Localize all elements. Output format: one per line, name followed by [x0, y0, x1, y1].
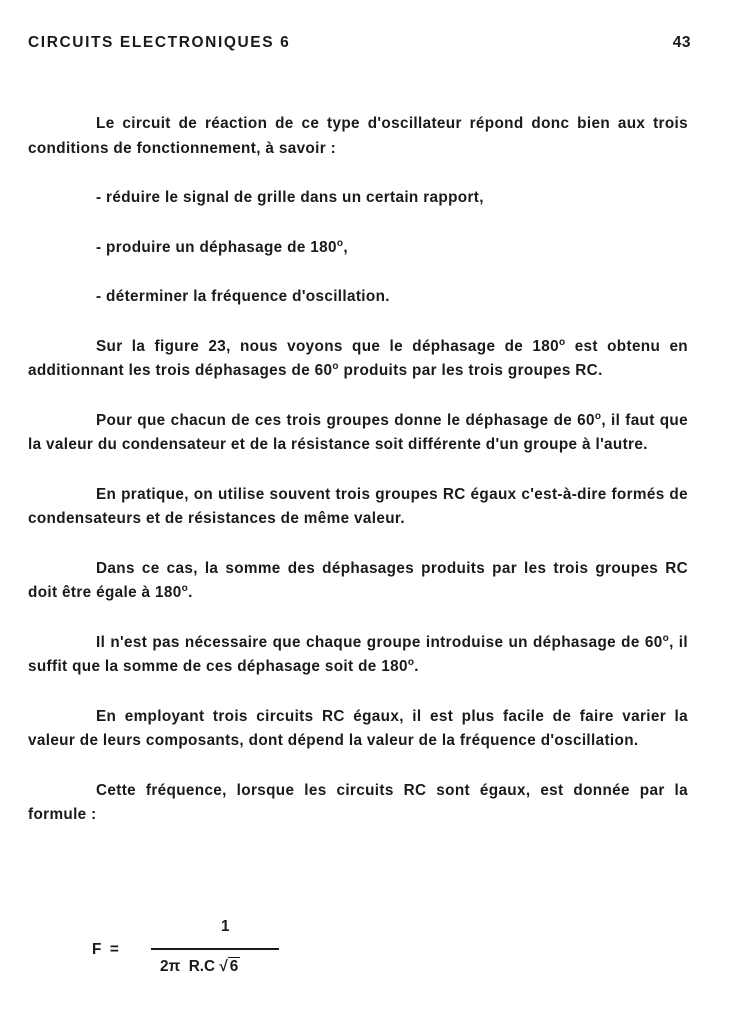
list-item-phase-shift: - produire un déphasage de 180$^o$,: [96, 237, 348, 256]
degree-sign: o: [332, 361, 339, 372]
formula-lhs: F =: [92, 941, 119, 958]
radicand: 6: [229, 958, 239, 975]
paragraph-sum-of-shifts: Dans ce cas, la somme des déphasages produits par les trois groupes RC doit être égale à 180$^o$.: [28, 559, 688, 601]
paragraph-equal-circuits: En employant trois circuits RC égaux, il est plus facile de faire varier la valeur de leurs composants, dont dépend la valeur de la fréquence d'oscillation.: [28, 707, 688, 749]
fraction-bar: [151, 948, 279, 950]
formula-numerator: 1: [221, 918, 230, 935]
degree-sign: o: [594, 410, 602, 422]
paragraph-three-groups: Pour que chacun de ces trois groupes donne le déphasage de 60$^o$, il faut que la valeur du condensateur et de la résistance soit différente d'un groupe à l'autre.: [28, 410, 688, 453]
degree-sign: o: [558, 336, 566, 348]
formula-denominator: 2π R.C √ 6: [160, 958, 239, 975]
paragraph-intro: Le circuit de réaction de ce type d'oscillateur répond donc bien aux trois conditions de fonctionnement, à savoir :: [28, 115, 688, 157]
degree-sign: o: [336, 237, 344, 249]
paragraph-formula-intro: Cette fréquence, lorsque les circuits RC sont égaux, est donnée par la formule :: [28, 781, 688, 823]
paragraph-figure-23: Sur la figure 23, nous voyons que le déphasage de 180$^o$ est obtenu en additionnant les trois déphasages de 60$^o$ produits par les trois groupes RC.: [28, 336, 688, 379]
page-body: [28, 112, 688, 828]
list-item-frequency: - déterminer la fréquence d'oscillation.: [96, 288, 390, 305]
square-root-sign: √: [219, 958, 228, 975]
degree-sign: o: [407, 657, 415, 668]
page-number: 43: [672, 34, 691, 51]
degree-sign: o: [662, 632, 670, 644]
paragraph-not-necessary: Il n'est pas nécessaire que chaque groupe introduise un déphasage de 60$^o$, il suffit que la somme de ces déphasage soit de 180$^o$.: [28, 632, 689, 675]
frequency-formula: [92, 918, 292, 988]
degree-sign: o: [181, 583, 189, 594]
running-title: CIRCUITS ELECTRONIQUES 6: [28, 34, 291, 51]
page-header: [28, 34, 691, 58]
list-item-reduce-signal: - réduire le signal de grille dans un certain rapport,: [96, 189, 484, 206]
paragraph-in-practice: En pratique, on utilise souvent trois groupes RC égaux c'est-à-dire formés de condensateurs et de résistances de même valeur.: [28, 485, 688, 527]
